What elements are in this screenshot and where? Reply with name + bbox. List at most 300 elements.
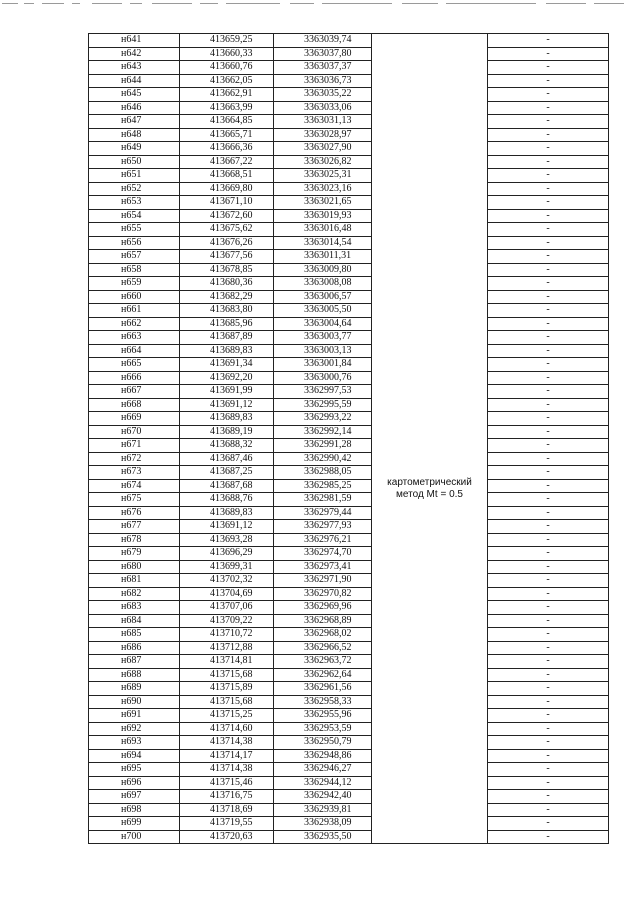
x-coordinate-cell: 413709,22: [180, 614, 274, 628]
y-coordinate-cell: 3362977,93: [274, 520, 372, 534]
table-row: [89, 277, 609, 291]
note-cell: -: [488, 722, 609, 736]
y-coordinate-cell: 3363039,74: [274, 34, 372, 48]
y-coordinate-cell: 3362971,90: [274, 574, 372, 588]
point-id-cell: н649: [89, 142, 180, 156]
point-id-cell: н644: [89, 74, 180, 88]
y-coordinate-cell: 3363005,50: [274, 304, 372, 318]
note-cell: -: [488, 547, 609, 561]
note-cell: -: [488, 682, 609, 696]
note-cell: -: [488, 358, 609, 372]
x-coordinate-cell: 413677,56: [180, 250, 274, 264]
table-row: [89, 587, 609, 601]
table-row: [89, 533, 609, 547]
y-coordinate-cell: 3362973,41: [274, 560, 372, 574]
table-row: [89, 493, 609, 507]
x-coordinate-cell: 413715,46: [180, 776, 274, 790]
point-id-cell: н695: [89, 763, 180, 777]
x-coordinate-cell: 413696,29: [180, 547, 274, 561]
coordinates-table: [88, 33, 609, 844]
note-cell: -: [488, 182, 609, 196]
x-coordinate-cell: 413715,25: [180, 709, 274, 723]
x-coordinate-cell: 413714,38: [180, 763, 274, 777]
x-coordinate-cell: 413716,75: [180, 790, 274, 804]
note-cell: -: [488, 290, 609, 304]
x-coordinate-cell: 413712,88: [180, 641, 274, 655]
y-coordinate-cell: 3363019,93: [274, 209, 372, 223]
table-row: [89, 142, 609, 156]
y-coordinate-cell: 3363025,31: [274, 169, 372, 183]
y-coordinate-cell: 3362944,12: [274, 776, 372, 790]
note-cell: -: [488, 128, 609, 142]
y-coordinate-cell: 3362991,28: [274, 439, 372, 453]
point-id-cell: н643: [89, 61, 180, 75]
point-id-cell: н659: [89, 277, 180, 291]
x-coordinate-cell: 413691,12: [180, 398, 274, 412]
x-coordinate-cell: 413662,05: [180, 74, 274, 88]
y-coordinate-cell: 3363014,54: [274, 236, 372, 250]
table-row: [89, 830, 609, 844]
table-row: [89, 223, 609, 237]
y-coordinate-cell: 3362968,89: [274, 614, 372, 628]
x-coordinate-cell: 413685,96: [180, 317, 274, 331]
y-coordinate-cell: 3362946,27: [274, 763, 372, 777]
note-cell: -: [488, 155, 609, 169]
point-id-cell: н693: [89, 736, 180, 750]
y-coordinate-cell: 3363037,37: [274, 61, 372, 75]
y-coordinate-cell: 3362976,21: [274, 533, 372, 547]
note-cell: -: [488, 385, 609, 399]
x-coordinate-cell: 413659,25: [180, 34, 274, 48]
note-cell: -: [488, 101, 609, 115]
table-row: [89, 290, 609, 304]
note-cell: -: [488, 209, 609, 223]
point-id-cell: н694: [89, 749, 180, 763]
x-coordinate-cell: 413714,81: [180, 655, 274, 669]
note-cell: -: [488, 493, 609, 507]
table-row: [89, 601, 609, 615]
point-id-cell: н675: [89, 493, 180, 507]
note-cell: -: [488, 169, 609, 183]
table-row: [89, 371, 609, 385]
x-coordinate-cell: 413687,46: [180, 452, 274, 466]
point-id-cell: н650: [89, 155, 180, 169]
table-row: [89, 817, 609, 831]
note-cell: -: [488, 776, 609, 790]
table-row: [89, 34, 609, 48]
note-cell: -: [488, 317, 609, 331]
coordinates-table-body: [89, 34, 609, 844]
note-cell: -: [488, 34, 609, 48]
y-coordinate-cell: 3363021,65: [274, 196, 372, 210]
note-cell: -: [488, 587, 609, 601]
point-id-cell: н686: [89, 641, 180, 655]
table-row: [89, 682, 609, 696]
note-cell: -: [488, 74, 609, 88]
point-id-cell: н648: [89, 128, 180, 142]
x-coordinate-cell: 413715,68: [180, 668, 274, 682]
x-coordinate-cell: 413693,28: [180, 533, 274, 547]
table-row: [89, 655, 609, 669]
table-row: [89, 452, 609, 466]
y-coordinate-cell: 3362939,81: [274, 803, 372, 817]
x-coordinate-cell: 413699,31: [180, 560, 274, 574]
table-row: [89, 439, 609, 453]
table-row: [89, 250, 609, 264]
y-coordinate-cell: 3363037,80: [274, 47, 372, 61]
x-coordinate-cell: 413671,10: [180, 196, 274, 210]
x-coordinate-cell: 413715,68: [180, 695, 274, 709]
table-row: [89, 74, 609, 88]
y-coordinate-cell: 3362948,86: [274, 749, 372, 763]
table-row: [89, 574, 609, 588]
y-coordinate-cell: 3363003,77: [274, 331, 372, 345]
x-coordinate-cell: 413707,06: [180, 601, 274, 615]
note-cell: -: [488, 574, 609, 588]
note-cell: -: [488, 439, 609, 453]
table-row: [89, 182, 609, 196]
note-cell: -: [488, 236, 609, 250]
table-row: [89, 115, 609, 129]
table-row: [89, 209, 609, 223]
x-coordinate-cell: 413715,89: [180, 682, 274, 696]
point-id-cell: н668: [89, 398, 180, 412]
table-row: [89, 547, 609, 561]
point-id-cell: н662: [89, 317, 180, 331]
x-coordinate-cell: 413689,83: [180, 506, 274, 520]
point-id-cell: н653: [89, 196, 180, 210]
y-coordinate-cell: 3363033,06: [274, 101, 372, 115]
y-coordinate-cell: 3362966,52: [274, 641, 372, 655]
table-row: [89, 412, 609, 426]
y-coordinate-cell: 3362985,25: [274, 479, 372, 493]
point-id-cell: н646: [89, 101, 180, 115]
note-cell: -: [488, 479, 609, 493]
y-coordinate-cell: 3363026,82: [274, 155, 372, 169]
y-coordinate-cell: 3363016,48: [274, 223, 372, 237]
point-id-cell: н672: [89, 452, 180, 466]
point-id-cell: н678: [89, 533, 180, 547]
x-coordinate-cell: 413660,33: [180, 47, 274, 61]
x-coordinate-cell: 413666,36: [180, 142, 274, 156]
point-id-cell: н674: [89, 479, 180, 493]
method-cell: [372, 34, 488, 844]
method-label-line1: картометрический: [387, 476, 472, 488]
y-coordinate-cell: 3362981,59: [274, 493, 372, 507]
note-cell: -: [488, 749, 609, 763]
note-cell: -: [488, 452, 609, 466]
y-coordinate-cell: 3362970,82: [274, 587, 372, 601]
point-id-cell: н676: [89, 506, 180, 520]
point-id-cell: н670: [89, 425, 180, 439]
x-coordinate-cell: 413704,69: [180, 587, 274, 601]
point-id-cell: н652: [89, 182, 180, 196]
table-row: [89, 304, 609, 318]
point-id-cell: н679: [89, 547, 180, 561]
y-coordinate-cell: 3363011,31: [274, 250, 372, 264]
table-row: [89, 344, 609, 358]
note-cell: -: [488, 412, 609, 426]
table-row: [89, 128, 609, 142]
y-coordinate-cell: 3363008,08: [274, 277, 372, 291]
table-row: [89, 196, 609, 210]
point-id-cell: н680: [89, 560, 180, 574]
x-coordinate-cell: 413687,25: [180, 466, 274, 480]
point-id-cell: н654: [89, 209, 180, 223]
point-id-cell: н651: [89, 169, 180, 183]
note-cell: -: [488, 830, 609, 844]
x-coordinate-cell: 413720,63: [180, 830, 274, 844]
x-coordinate-cell: 413678,85: [180, 263, 274, 277]
note-cell: -: [488, 506, 609, 520]
x-coordinate-cell: 413667,22: [180, 155, 274, 169]
point-id-cell: н667: [89, 385, 180, 399]
y-coordinate-cell: 3363000,76: [274, 371, 372, 385]
note-cell: -: [488, 641, 609, 655]
y-coordinate-cell: 3362953,59: [274, 722, 372, 736]
point-id-cell: н673: [89, 466, 180, 480]
note-cell: -: [488, 223, 609, 237]
table-row: [89, 520, 609, 534]
x-coordinate-cell: 413668,51: [180, 169, 274, 183]
x-coordinate-cell: 413718,69: [180, 803, 274, 817]
note-cell: -: [488, 371, 609, 385]
table-row: [89, 668, 609, 682]
point-id-cell: н663: [89, 331, 180, 345]
y-coordinate-cell: 3362955,96: [274, 709, 372, 723]
table-row: [89, 695, 609, 709]
y-coordinate-cell: 3363009,80: [274, 263, 372, 277]
note-cell: -: [488, 736, 609, 750]
table-row: [89, 722, 609, 736]
x-coordinate-cell: 413710,72: [180, 628, 274, 642]
point-id-cell: н677: [89, 520, 180, 534]
x-coordinate-cell: 413714,17: [180, 749, 274, 763]
y-coordinate-cell: 3363027,90: [274, 142, 372, 156]
x-coordinate-cell: 413688,76: [180, 493, 274, 507]
y-coordinate-cell: 3363001,84: [274, 358, 372, 372]
note-cell: -: [488, 250, 609, 264]
x-coordinate-cell: 413665,71: [180, 128, 274, 142]
point-id-cell: н657: [89, 250, 180, 264]
point-id-cell: н666: [89, 371, 180, 385]
y-coordinate-cell: 3362993,22: [274, 412, 372, 426]
note-cell: -: [488, 709, 609, 723]
table-row: [89, 398, 609, 412]
y-coordinate-cell: 3363035,22: [274, 88, 372, 102]
x-coordinate-cell: 413680,36: [180, 277, 274, 291]
point-id-cell: н682: [89, 587, 180, 601]
x-coordinate-cell: 413689,19: [180, 425, 274, 439]
note-cell: -: [488, 47, 609, 61]
table-row: [89, 790, 609, 804]
point-id-cell: н691: [89, 709, 180, 723]
note-cell: -: [488, 655, 609, 669]
point-id-cell: н690: [89, 695, 180, 709]
y-coordinate-cell: 3362990,42: [274, 452, 372, 466]
y-coordinate-cell: 3362935,50: [274, 830, 372, 844]
x-coordinate-cell: 413719,55: [180, 817, 274, 831]
table-row: [89, 614, 609, 628]
table-row: [89, 236, 609, 250]
x-coordinate-cell: 413682,29: [180, 290, 274, 304]
point-id-cell: н692: [89, 722, 180, 736]
y-coordinate-cell: 3362950,79: [274, 736, 372, 750]
y-coordinate-cell: 3362963,72: [274, 655, 372, 669]
note-cell: -: [488, 817, 609, 831]
y-coordinate-cell: 3363006,57: [274, 290, 372, 304]
table-row: [89, 47, 609, 61]
point-id-cell: н665: [89, 358, 180, 372]
method-label-line2: метод Mt = 0.5: [396, 488, 463, 500]
x-coordinate-cell: 413669,80: [180, 182, 274, 196]
x-coordinate-cell: 413714,38: [180, 736, 274, 750]
note-cell: -: [488, 803, 609, 817]
x-coordinate-cell: 413687,68: [180, 479, 274, 493]
note-cell: -: [488, 520, 609, 534]
y-coordinate-cell: 3362961,56: [274, 682, 372, 696]
point-id-cell: н660: [89, 290, 180, 304]
table-row: [89, 331, 609, 345]
y-coordinate-cell: 3363003,13: [274, 344, 372, 358]
table-row: [89, 479, 609, 493]
table-row: [89, 763, 609, 777]
note-cell: -: [488, 88, 609, 102]
scan-edge-artifact: [0, 0, 640, 8]
x-coordinate-cell: 413672,60: [180, 209, 274, 223]
point-id-cell: н685: [89, 628, 180, 642]
note-cell: -: [488, 425, 609, 439]
point-id-cell: н700: [89, 830, 180, 844]
x-coordinate-cell: 413714,60: [180, 722, 274, 736]
y-coordinate-cell: 3362938,09: [274, 817, 372, 831]
table-row: [89, 263, 609, 277]
x-coordinate-cell: 413663,99: [180, 101, 274, 115]
y-coordinate-cell: 3362968,02: [274, 628, 372, 642]
point-id-cell: н645: [89, 88, 180, 102]
note-cell: -: [488, 196, 609, 210]
point-id-cell: н642: [89, 47, 180, 61]
note-cell: -: [488, 695, 609, 709]
point-id-cell: н656: [89, 236, 180, 250]
table-row: [89, 641, 609, 655]
x-coordinate-cell: 413691,34: [180, 358, 274, 372]
table-row: [89, 749, 609, 763]
x-coordinate-cell: 413662,91: [180, 88, 274, 102]
y-coordinate-cell: 3363036,73: [274, 74, 372, 88]
note-cell: -: [488, 115, 609, 129]
table-row: [89, 155, 609, 169]
x-coordinate-cell: 413702,32: [180, 574, 274, 588]
table-row: [89, 317, 609, 331]
y-coordinate-cell: 3362992,14: [274, 425, 372, 439]
table-row: [89, 358, 609, 372]
x-coordinate-cell: 413689,83: [180, 412, 274, 426]
y-coordinate-cell: 3362997,53: [274, 385, 372, 399]
point-id-cell: н684: [89, 614, 180, 628]
x-coordinate-cell: 413692,20: [180, 371, 274, 385]
note-cell: -: [488, 263, 609, 277]
table-row: [89, 425, 609, 439]
y-coordinate-cell: 3363028,97: [274, 128, 372, 142]
table-row: [89, 88, 609, 102]
y-coordinate-cell: 3362958,33: [274, 695, 372, 709]
point-id-cell: н683: [89, 601, 180, 615]
table-row: [89, 709, 609, 723]
table-row: [89, 101, 609, 115]
point-id-cell: н669: [89, 412, 180, 426]
note-cell: -: [488, 668, 609, 682]
note-cell: -: [488, 344, 609, 358]
note-cell: -: [488, 560, 609, 574]
note-cell: -: [488, 466, 609, 480]
y-coordinate-cell: 3362979,44: [274, 506, 372, 520]
x-coordinate-cell: 413691,12: [180, 520, 274, 534]
point-id-cell: н699: [89, 817, 180, 831]
point-id-cell: н655: [89, 223, 180, 237]
x-coordinate-cell: 413689,83: [180, 344, 274, 358]
point-id-cell: н661: [89, 304, 180, 318]
y-coordinate-cell: 3362988,05: [274, 466, 372, 480]
point-id-cell: н688: [89, 668, 180, 682]
y-coordinate-cell: 3363004,64: [274, 317, 372, 331]
table-row: [89, 61, 609, 75]
x-coordinate-cell: 413676,26: [180, 236, 274, 250]
point-id-cell: н689: [89, 682, 180, 696]
table-row: [89, 466, 609, 480]
point-id-cell: н658: [89, 263, 180, 277]
x-coordinate-cell: 413675,62: [180, 223, 274, 237]
x-coordinate-cell: 413687,89: [180, 331, 274, 345]
table-row: [89, 385, 609, 399]
note-cell: -: [488, 331, 609, 345]
x-coordinate-cell: 413664,85: [180, 115, 274, 129]
point-id-cell: н664: [89, 344, 180, 358]
note-cell: -: [488, 614, 609, 628]
point-id-cell: н641: [89, 34, 180, 48]
note-cell: -: [488, 142, 609, 156]
y-coordinate-cell: 3362995,59: [274, 398, 372, 412]
note-cell: -: [488, 533, 609, 547]
x-coordinate-cell: 413683,80: [180, 304, 274, 318]
x-coordinate-cell: 413660,76: [180, 61, 274, 75]
note-cell: -: [488, 277, 609, 291]
point-id-cell: н698: [89, 803, 180, 817]
y-coordinate-cell: 3363031,13: [274, 115, 372, 129]
point-id-cell: н696: [89, 776, 180, 790]
table-row: [89, 736, 609, 750]
table-row: [89, 776, 609, 790]
y-coordinate-cell: 3362942,40: [274, 790, 372, 804]
y-coordinate-cell: 3362974,70: [274, 547, 372, 561]
point-id-cell: н697: [89, 790, 180, 804]
note-cell: -: [488, 398, 609, 412]
note-cell: -: [488, 790, 609, 804]
note-cell: -: [488, 601, 609, 615]
x-coordinate-cell: 413691,99: [180, 385, 274, 399]
table-row: [89, 560, 609, 574]
table-row: [89, 169, 609, 183]
y-coordinate-cell: 3363023,16: [274, 182, 372, 196]
table-row: [89, 803, 609, 817]
note-cell: -: [488, 628, 609, 642]
table-row: [89, 628, 609, 642]
y-coordinate-cell: 3362969,96: [274, 601, 372, 615]
note-cell: -: [488, 304, 609, 318]
point-id-cell: н687: [89, 655, 180, 669]
y-coordinate-cell: 3362962,64: [274, 668, 372, 682]
point-id-cell: н681: [89, 574, 180, 588]
